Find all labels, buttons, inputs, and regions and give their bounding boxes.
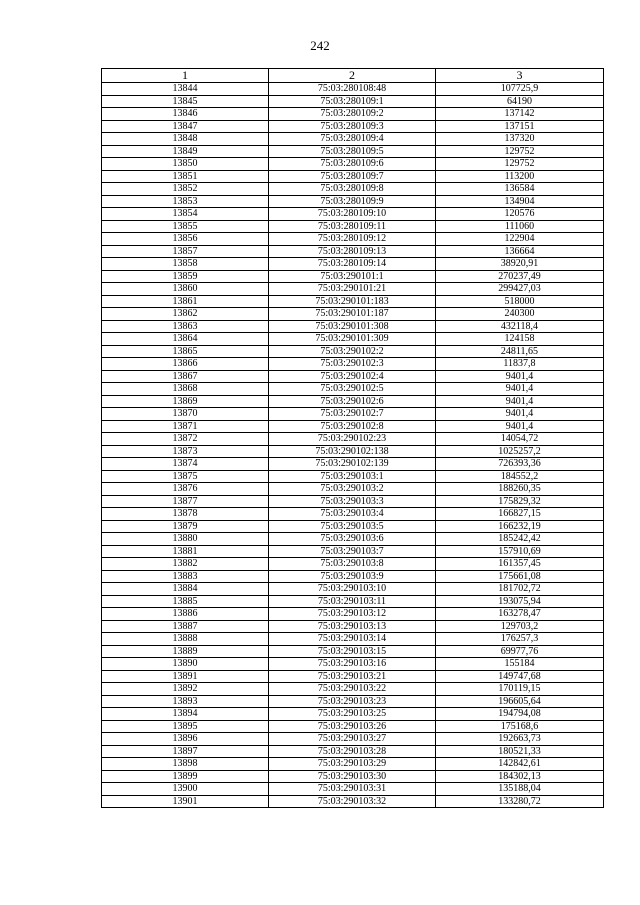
table-row bbox=[102, 595, 604, 608]
table-row bbox=[102, 345, 604, 358]
row-number-cell: 13883 bbox=[102, 570, 269, 583]
table-row bbox=[102, 645, 604, 658]
cadastral-number-cell: 75:03:280109:5 bbox=[269, 145, 436, 158]
cadastral-number-cell: 75:03:290103:27 bbox=[269, 733, 436, 746]
row-number-cell: 13844 bbox=[102, 83, 269, 96]
table-row bbox=[102, 445, 604, 458]
row-number-cell: 13854 bbox=[102, 208, 269, 221]
cadastral-number-cell: 75:03:280109:12 bbox=[269, 233, 436, 246]
row-number-cell: 13876 bbox=[102, 483, 269, 496]
row-number-cell: 13879 bbox=[102, 520, 269, 533]
cadastral-number-cell: 75:03:290103:22 bbox=[269, 683, 436, 696]
value-cell: 137320 bbox=[436, 133, 604, 146]
value-cell: 69977,76 bbox=[436, 645, 604, 658]
row-number-cell: 13859 bbox=[102, 270, 269, 283]
cadastral-number-cell: 75:03:280109:8 bbox=[269, 183, 436, 196]
row-number-cell: 13884 bbox=[102, 583, 269, 596]
row-number-cell: 13885 bbox=[102, 595, 269, 608]
table-row bbox=[102, 420, 604, 433]
value-cell: 9401,4 bbox=[436, 370, 604, 383]
cadastral-number-cell: 75:03:290103:30 bbox=[269, 770, 436, 783]
row-number-cell: 13860 bbox=[102, 283, 269, 296]
value-cell: 120576 bbox=[436, 208, 604, 221]
table-row bbox=[102, 270, 604, 283]
value-cell: 111060 bbox=[436, 220, 604, 233]
table-row bbox=[102, 470, 604, 483]
value-cell: 9401,4 bbox=[436, 395, 604, 408]
value-cell: 184552,2 bbox=[436, 470, 604, 483]
value-cell: 9401,4 bbox=[436, 420, 604, 433]
cadastral-number-cell: 75:03:290101:183 bbox=[269, 295, 436, 308]
value-cell: 270237,49 bbox=[436, 270, 604, 283]
row-number-cell: 13899 bbox=[102, 770, 269, 783]
value-cell: 192663,73 bbox=[436, 733, 604, 746]
value-cell: 64190 bbox=[436, 95, 604, 108]
table-row bbox=[102, 258, 604, 271]
table-row bbox=[102, 170, 604, 183]
column-header-1: 1 bbox=[102, 69, 269, 83]
cadastral-number-cell: 75:03:290103:10 bbox=[269, 583, 436, 596]
table-row bbox=[102, 783, 604, 796]
table-row bbox=[102, 195, 604, 208]
table-row bbox=[102, 508, 604, 521]
cadastral-number-cell: 75:03:280109:13 bbox=[269, 245, 436, 258]
table-row bbox=[102, 145, 604, 158]
cadastral-number-cell: 75:03:290103:26 bbox=[269, 720, 436, 733]
cadastral-number-cell: 75:03:290102:139 bbox=[269, 458, 436, 471]
row-number-cell: 13847 bbox=[102, 120, 269, 133]
cadastral-number-cell: 75:03:280109:4 bbox=[269, 133, 436, 146]
cadastral-number-cell: 75:03:280109:9 bbox=[269, 195, 436, 208]
value-cell: 193075,94 bbox=[436, 595, 604, 608]
row-number-cell: 13880 bbox=[102, 533, 269, 546]
row-number-cell: 13895 bbox=[102, 720, 269, 733]
table-row bbox=[102, 95, 604, 108]
cadastral-number-cell: 75:03:290103:6 bbox=[269, 533, 436, 546]
table-row bbox=[102, 520, 604, 533]
table-row bbox=[102, 358, 604, 371]
value-cell: 135188,04 bbox=[436, 783, 604, 796]
row-number-cell: 13901 bbox=[102, 795, 269, 808]
column-header-2: 2 bbox=[269, 69, 436, 83]
row-number-cell: 13886 bbox=[102, 608, 269, 621]
table-row bbox=[102, 245, 604, 258]
table-row bbox=[102, 320, 604, 333]
table-row bbox=[102, 733, 604, 746]
table-row bbox=[102, 220, 604, 233]
table-header-row bbox=[102, 69, 604, 83]
table-row bbox=[102, 745, 604, 758]
value-cell: 134904 bbox=[436, 195, 604, 208]
table-row bbox=[102, 333, 604, 346]
value-cell: 9401,4 bbox=[436, 383, 604, 396]
value-cell: 124158 bbox=[436, 333, 604, 346]
value-cell: 155184 bbox=[436, 658, 604, 671]
table-row bbox=[102, 120, 604, 133]
table-row bbox=[102, 370, 604, 383]
table-body bbox=[102, 83, 604, 808]
table-row bbox=[102, 295, 604, 308]
table-row bbox=[102, 670, 604, 683]
value-cell: 136664 bbox=[436, 245, 604, 258]
cadastral-number-cell: 75:03:290103:32 bbox=[269, 795, 436, 808]
table-row bbox=[102, 558, 604, 571]
cadastral-number-cell: 75:03:280109:3 bbox=[269, 120, 436, 133]
cadastral-number-cell: 75:03:290101:21 bbox=[269, 283, 436, 296]
table-row bbox=[102, 570, 604, 583]
row-number-cell: 13870 bbox=[102, 408, 269, 421]
table-row bbox=[102, 633, 604, 646]
value-cell: 142842,61 bbox=[436, 758, 604, 771]
value-cell: 185242,42 bbox=[436, 533, 604, 546]
row-number-cell: 13871 bbox=[102, 420, 269, 433]
table-row bbox=[102, 620, 604, 633]
value-cell: 726393,36 bbox=[436, 458, 604, 471]
cadastral-number-cell: 75:03:290103:12 bbox=[269, 608, 436, 621]
table-row bbox=[102, 108, 604, 121]
row-number-cell: 13856 bbox=[102, 233, 269, 246]
row-number-cell: 13857 bbox=[102, 245, 269, 258]
cadastral-number-cell: 75:03:290103:1 bbox=[269, 470, 436, 483]
value-cell: 166232,19 bbox=[436, 520, 604, 533]
value-cell: 11837,8 bbox=[436, 358, 604, 371]
table-row bbox=[102, 395, 604, 408]
value-cell: 38920,91 bbox=[436, 258, 604, 271]
cadastral-number-cell: 75:03:290103:29 bbox=[269, 758, 436, 771]
table-row bbox=[102, 708, 604, 721]
cadastral-number-cell: 75:03:290103:11 bbox=[269, 595, 436, 608]
row-number-cell: 13845 bbox=[102, 95, 269, 108]
value-cell: 175661,08 bbox=[436, 570, 604, 583]
cadastral-number-cell: 75:03:290103:28 bbox=[269, 745, 436, 758]
row-number-cell: 13875 bbox=[102, 470, 269, 483]
cadastral-number-cell: 75:03:290101:187 bbox=[269, 308, 436, 321]
row-number-cell: 13878 bbox=[102, 508, 269, 521]
row-number-cell: 13890 bbox=[102, 658, 269, 671]
table-row bbox=[102, 533, 604, 546]
cadastral-number-cell: 75:03:290103:25 bbox=[269, 708, 436, 721]
row-number-cell: 13862 bbox=[102, 308, 269, 321]
value-cell: 137142 bbox=[436, 108, 604, 121]
row-number-cell: 13866 bbox=[102, 358, 269, 371]
row-number-cell: 13861 bbox=[102, 295, 269, 308]
row-number-cell: 13864 bbox=[102, 333, 269, 346]
cadastral-number-cell: 75:03:290103:9 bbox=[269, 570, 436, 583]
cadastral-number-cell: 75:03:290102:6 bbox=[269, 395, 436, 408]
row-number-cell: 13889 bbox=[102, 645, 269, 658]
row-number-cell: 13872 bbox=[102, 433, 269, 446]
value-cell: 9401,4 bbox=[436, 408, 604, 421]
row-number-cell: 13865 bbox=[102, 345, 269, 358]
table-row bbox=[102, 233, 604, 246]
table-row bbox=[102, 158, 604, 171]
table-row bbox=[102, 383, 604, 396]
value-cell: 149747,68 bbox=[436, 670, 604, 683]
table-row bbox=[102, 683, 604, 696]
value-cell: 107725,9 bbox=[436, 83, 604, 96]
cadastral-number-cell: 75:03:280109:7 bbox=[269, 170, 436, 183]
row-number-cell: 13855 bbox=[102, 220, 269, 233]
cadastral-number-cell: 75:03:280108:48 bbox=[269, 83, 436, 96]
value-cell: 194794,08 bbox=[436, 708, 604, 721]
row-number-cell: 13869 bbox=[102, 395, 269, 408]
cadastral-number-cell: 75:03:290102:3 bbox=[269, 358, 436, 371]
value-cell: 136584 bbox=[436, 183, 604, 196]
value-cell: 14054,72 bbox=[436, 433, 604, 446]
row-number-cell: 13848 bbox=[102, 133, 269, 146]
value-cell: 137151 bbox=[436, 120, 604, 133]
cadastral-number-cell: 75:03:290101:1 bbox=[269, 270, 436, 283]
value-cell: 180521,33 bbox=[436, 745, 604, 758]
value-cell: 1025257,2 bbox=[436, 445, 604, 458]
cadastral-number-cell: 75:03:290103:2 bbox=[269, 483, 436, 496]
cadastral-number-cell: 75:03:290103:3 bbox=[269, 495, 436, 508]
row-number-cell: 13894 bbox=[102, 708, 269, 721]
cadastral-number-cell: 75:03:290103:14 bbox=[269, 633, 436, 646]
row-number-cell: 13882 bbox=[102, 558, 269, 571]
cadastral-number-cell: 75:03:280109:2 bbox=[269, 108, 436, 121]
cadastral-number-cell: 75:03:290103:8 bbox=[269, 558, 436, 571]
value-cell: 129752 bbox=[436, 158, 604, 171]
row-number-cell: 13868 bbox=[102, 383, 269, 396]
value-cell: 175168,6 bbox=[436, 720, 604, 733]
cadastral-number-cell: 75:03:290103:7 bbox=[269, 545, 436, 558]
value-cell: 188260,35 bbox=[436, 483, 604, 496]
value-cell: 184302,13 bbox=[436, 770, 604, 783]
table-row bbox=[102, 133, 604, 146]
row-number-cell: 13853 bbox=[102, 195, 269, 208]
data-table bbox=[101, 68, 604, 808]
row-number-cell: 13850 bbox=[102, 158, 269, 171]
table-row bbox=[102, 695, 604, 708]
value-cell: 24811,65 bbox=[436, 345, 604, 358]
value-cell: 240300 bbox=[436, 308, 604, 321]
row-number-cell: 13888 bbox=[102, 633, 269, 646]
value-cell: 299427,03 bbox=[436, 283, 604, 296]
row-number-cell: 13867 bbox=[102, 370, 269, 383]
cadastral-number-cell: 75:03:280109:6 bbox=[269, 158, 436, 171]
table-row bbox=[102, 720, 604, 733]
cadastral-number-cell: 75:03:290102:8 bbox=[269, 420, 436, 433]
cadastral-number-cell: 75:03:290102:2 bbox=[269, 345, 436, 358]
cadastral-number-cell: 75:03:290103:21 bbox=[269, 670, 436, 683]
cadastral-number-cell: 75:03:290103:16 bbox=[269, 658, 436, 671]
row-number-cell: 13863 bbox=[102, 320, 269, 333]
table-row bbox=[102, 483, 604, 496]
value-cell: 161357,45 bbox=[436, 558, 604, 571]
cadastral-number-cell: 75:03:290102:7 bbox=[269, 408, 436, 421]
value-cell: 196605,64 bbox=[436, 695, 604, 708]
value-cell: 157910,69 bbox=[436, 545, 604, 558]
table-row bbox=[102, 758, 604, 771]
row-number-cell: 13881 bbox=[102, 545, 269, 558]
row-number-cell: 13874 bbox=[102, 458, 269, 471]
value-cell: 163278,47 bbox=[436, 608, 604, 621]
row-number-cell: 13887 bbox=[102, 620, 269, 633]
table-row bbox=[102, 208, 604, 221]
table-row bbox=[102, 308, 604, 321]
cadastral-number-cell: 75:03:280109:14 bbox=[269, 258, 436, 271]
value-cell: 170119,15 bbox=[436, 683, 604, 696]
table-row bbox=[102, 795, 604, 808]
cadastral-number-cell: 75:03:290103:23 bbox=[269, 695, 436, 708]
row-number-cell: 13877 bbox=[102, 495, 269, 508]
value-cell: 122904 bbox=[436, 233, 604, 246]
value-cell: 175829,32 bbox=[436, 495, 604, 508]
row-number-cell: 13849 bbox=[102, 145, 269, 158]
cadastral-number-cell: 75:03:290102:4 bbox=[269, 370, 436, 383]
cadastral-number-cell: 75:03:290103:15 bbox=[269, 645, 436, 658]
row-number-cell: 13897 bbox=[102, 745, 269, 758]
table-row bbox=[102, 545, 604, 558]
cadastral-number-cell: 75:03:290103:5 bbox=[269, 520, 436, 533]
cadastral-number-cell: 75:03:290101:309 bbox=[269, 333, 436, 346]
value-cell: 432118,4 bbox=[436, 320, 604, 333]
table-row bbox=[102, 608, 604, 621]
table-row bbox=[102, 583, 604, 596]
row-number-cell: 13846 bbox=[102, 108, 269, 121]
value-cell: 166827,15 bbox=[436, 508, 604, 521]
row-number-cell: 13892 bbox=[102, 683, 269, 696]
column-header-3: 3 bbox=[436, 69, 604, 83]
value-cell: 129752 bbox=[436, 145, 604, 158]
value-cell: 176257,3 bbox=[436, 633, 604, 646]
table-row bbox=[102, 495, 604, 508]
cadastral-number-cell: 75:03:290103:4 bbox=[269, 508, 436, 521]
row-number-cell: 13858 bbox=[102, 258, 269, 271]
cadastral-number-cell: 75:03:290103:13 bbox=[269, 620, 436, 633]
cadastral-number-cell: 75:03:290102:5 bbox=[269, 383, 436, 396]
row-number-cell: 13898 bbox=[102, 758, 269, 771]
value-cell: 518000 bbox=[436, 295, 604, 308]
cadastral-number-cell: 75:03:290101:308 bbox=[269, 320, 436, 333]
row-number-cell: 13852 bbox=[102, 183, 269, 196]
page-number: 242 bbox=[310, 38, 330, 53]
value-cell: 113200 bbox=[436, 170, 604, 183]
cadastral-number-cell: 75:03:290102:138 bbox=[269, 445, 436, 458]
cadastral-number-cell: 75:03:290102:23 bbox=[269, 433, 436, 446]
value-cell: 129703,2 bbox=[436, 620, 604, 633]
table-row bbox=[102, 408, 604, 421]
table-row bbox=[102, 433, 604, 446]
table-row bbox=[102, 183, 604, 196]
cadastral-number-cell: 75:03:280109:11 bbox=[269, 220, 436, 233]
row-number-cell: 13900 bbox=[102, 783, 269, 796]
row-number-cell: 13896 bbox=[102, 733, 269, 746]
value-cell: 181702,72 bbox=[436, 583, 604, 596]
table-row bbox=[102, 283, 604, 296]
table-row bbox=[102, 458, 604, 471]
cadastral-number-cell: 75:03:280109:1 bbox=[269, 95, 436, 108]
table-row bbox=[102, 770, 604, 783]
table-row bbox=[102, 83, 604, 96]
row-number-cell: 13851 bbox=[102, 170, 269, 183]
row-number-cell: 13891 bbox=[102, 670, 269, 683]
value-cell: 133280,72 bbox=[436, 795, 604, 808]
table-row bbox=[102, 658, 604, 671]
row-number-cell: 13873 bbox=[102, 445, 269, 458]
cadastral-number-cell: 75:03:280109:10 bbox=[269, 208, 436, 221]
cadastral-number-cell: 75:03:290103:31 bbox=[269, 783, 436, 796]
row-number-cell: 13893 bbox=[102, 695, 269, 708]
